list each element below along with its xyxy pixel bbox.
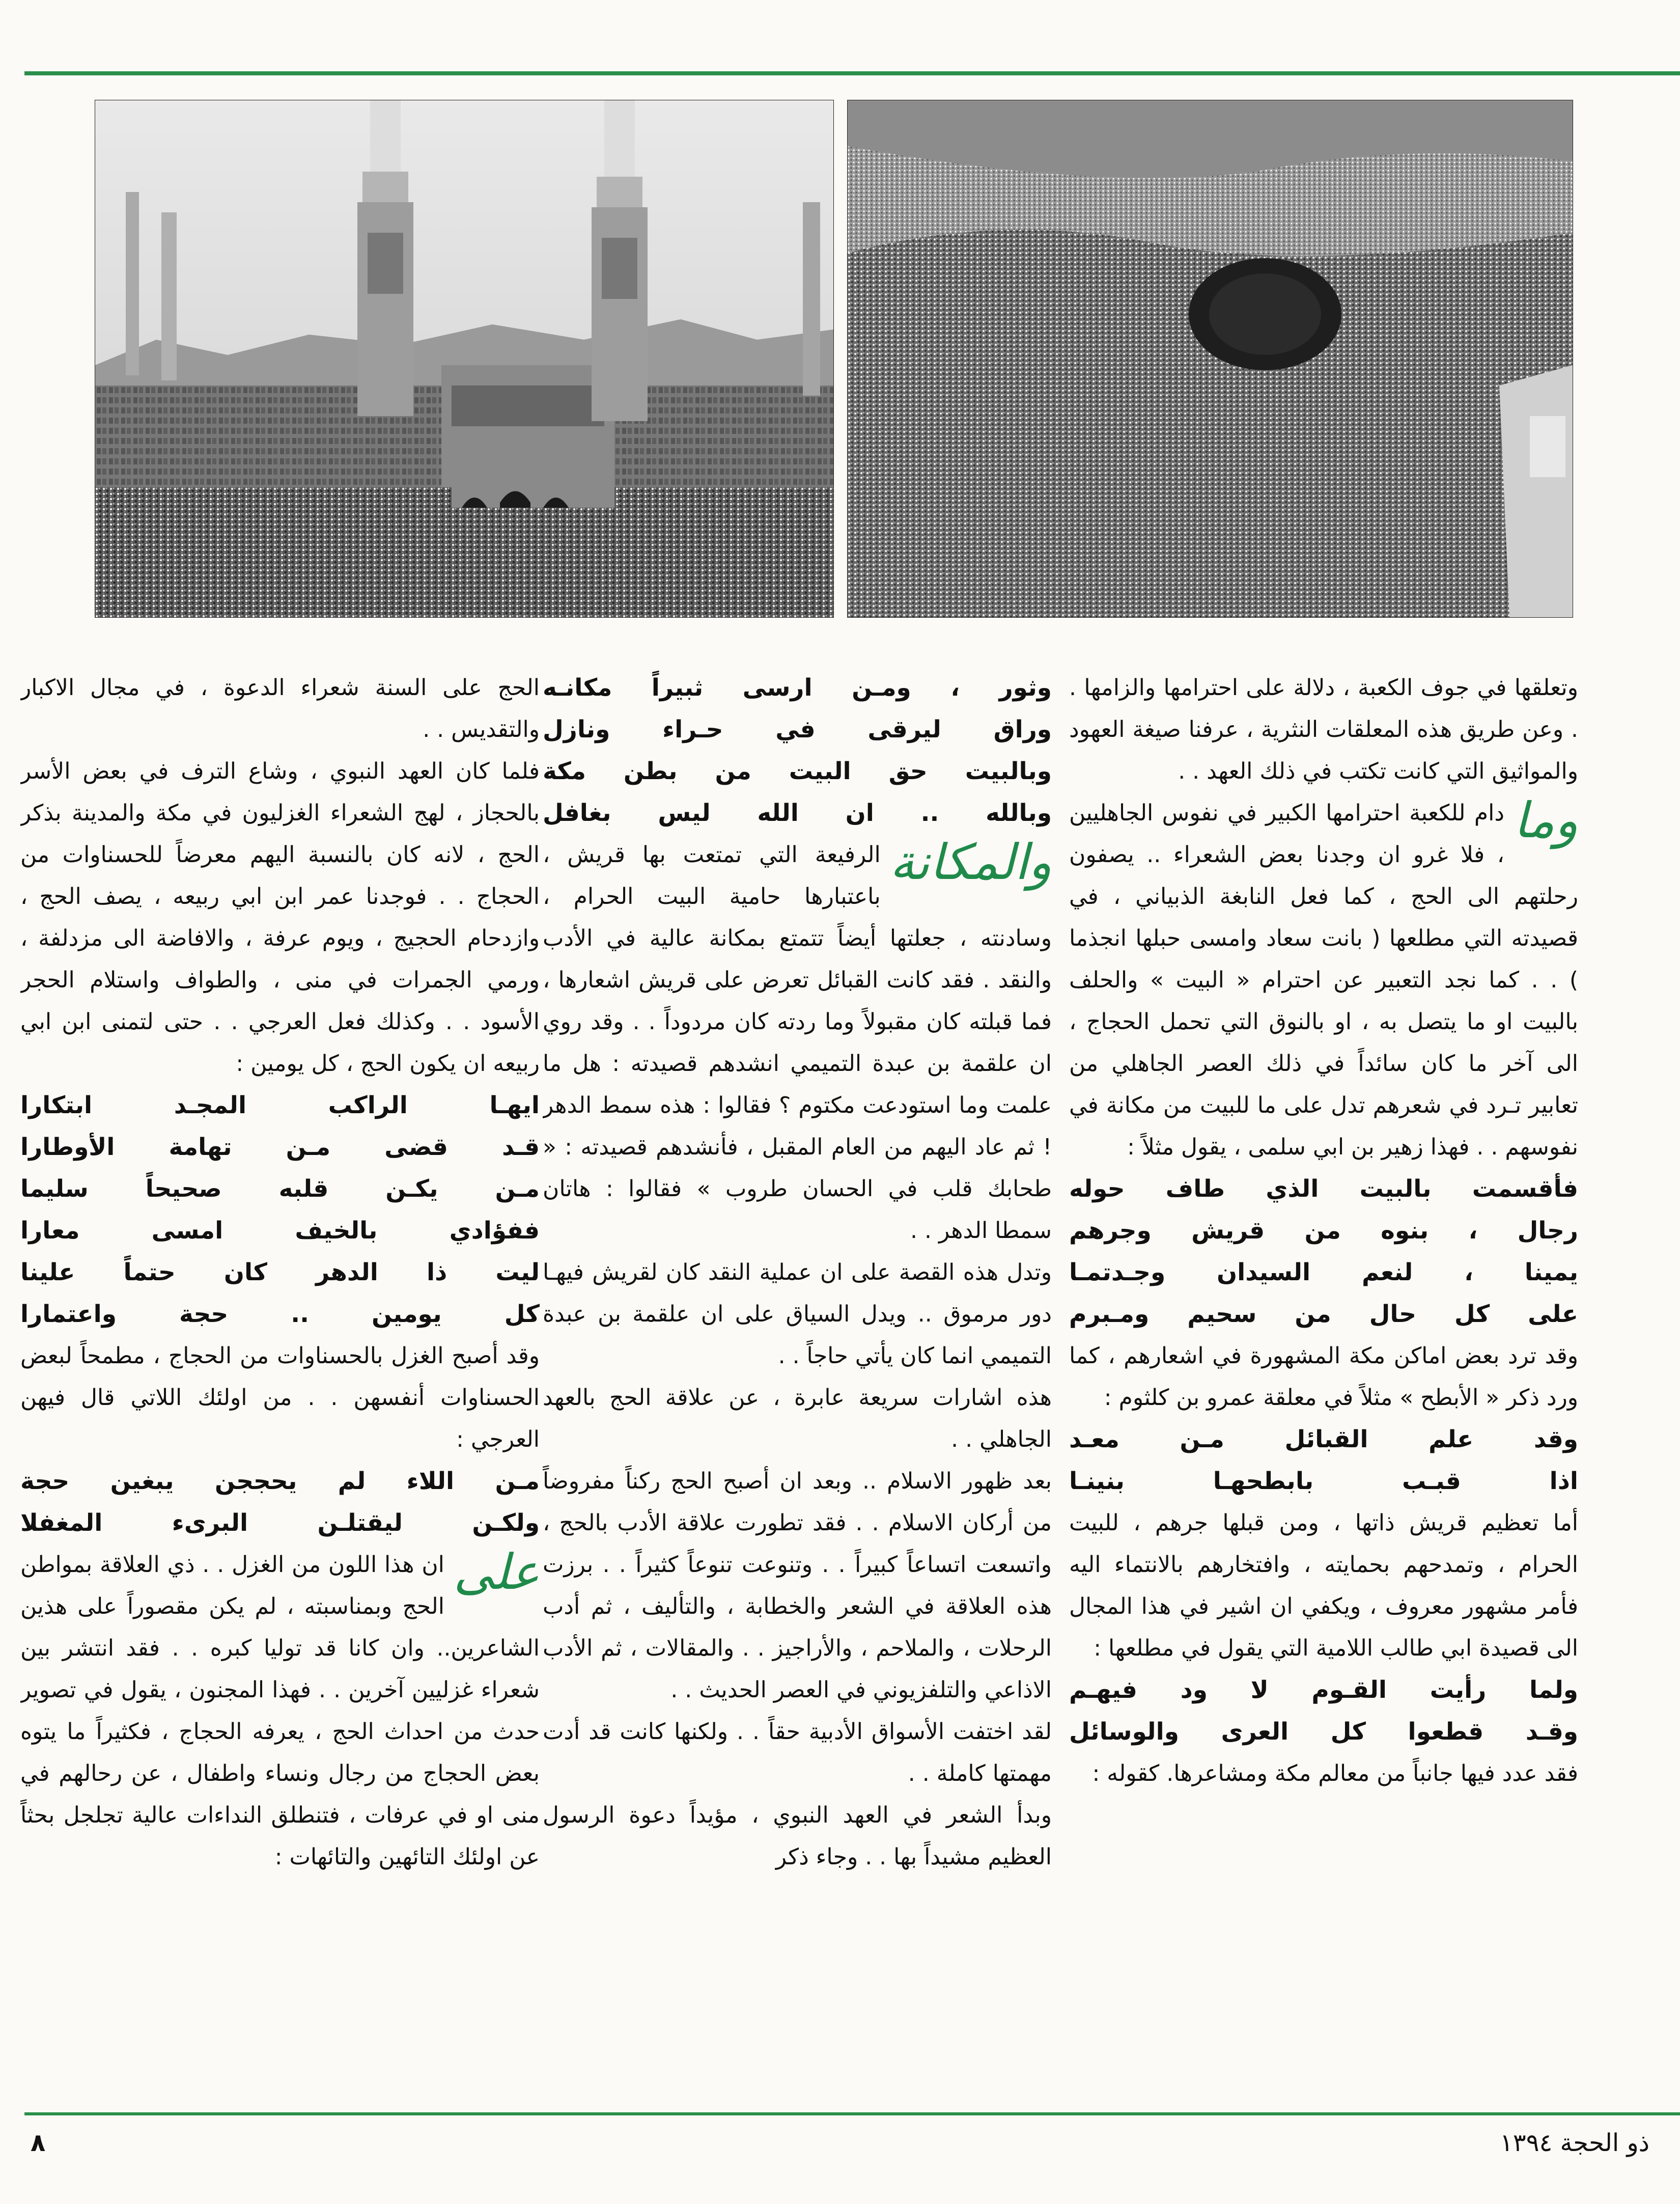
- verse-text: مـن يكـن قلبه صحيحاً سليما: [20, 1175, 540, 1203]
- poem-verse: [1069, 1669, 1578, 1711]
- paragraph: [543, 834, 1052, 1252]
- header-smudge: [743, 2, 896, 22]
- mosque-minarets-crowd-photo: [95, 100, 834, 618]
- page-number: ٨: [31, 2129, 46, 2157]
- poem-verse: [1069, 1210, 1578, 1252]
- paragraph-text: هذه اشارات سريعة عابرة ، عن علاقة الحج بالعهد الجاهلي . .: [543, 1385, 1052, 1452]
- verse-text: يمينا ، لنعم السيدان وجـدتمـا: [1069, 1258, 1578, 1286]
- paragraph-text: وتعلقها في جوف الكعبة ، دلالة على احترامها والزامها . . وعن طريق هذه المعلقات النثرية ، عرفنا صيغة العهود والمواثيق التي كانت تكتب في ذلك العهد . .: [1069, 675, 1578, 784]
- verse-text: وقـد قطعوا كل العرى والوسائل: [1069, 1718, 1578, 1746]
- poem-verse: [20, 1085, 540, 1126]
- paragraph: [20, 751, 540, 1085]
- paragraph-text: فقد عدد فيها جانباً من معالم مكة ومشاعرها. كقوله :: [1092, 1760, 1578, 1786]
- article-column-middle: [543, 667, 1052, 2103]
- paragraph: [543, 1711, 1052, 1795]
- poem-verse: [1069, 1419, 1578, 1461]
- decorative-initial: على: [453, 1544, 540, 1601]
- paragraph: [1069, 1502, 1578, 1669]
- paragraph: [543, 1377, 1052, 1461]
- paragraph-text: وتدل هذه القصة على ان عملية النقد كان لقريش فيهـا دور مرموق .. ويدل السياق على ان علقمة بن عبدة التميمي انما كان يأتي حاجاً . .: [543, 1259, 1052, 1369]
- verse-text: فأقسمت بالبيت الذي طاف حوله: [1069, 1175, 1578, 1203]
- paragraph-text: لقد اختفت الأسواق الأدبية حقاً . . ولكنها كانت قد أدت مهمتها كاملة . .: [543, 1719, 1052, 1786]
- pilgrims-crowd-mountain-photo: [847, 100, 1573, 618]
- poem-verse: [543, 709, 1052, 751]
- poem-verse: [20, 1502, 540, 1544]
- poem-verse: [1069, 1711, 1578, 1753]
- poem-verse: [20, 1126, 540, 1168]
- poem-verse: [543, 667, 1052, 709]
- poem-verse: [543, 751, 1052, 792]
- verse-text: وبالله .. ان الله ليس بغافل: [543, 799, 1052, 827]
- paragraph-text: دام للكعبة احترامها الكبير في نفوس الجاهليين ، فلا غرو ان وجدنا بعض الشعراء .. يصفون رحلتهم الى الحج ، كما فعل النابغة الذبياني ، في قصيدته التي مطلعها ( بانت سعاد وامسى حبلها انجذما ) . . كما نجد التعبير عن احترام « البيت » والحلف بالبيت او ما يتصل به ، او بالنوق التي تحمل الحجاج ، الى آخر ما كان سائداً في ذلك العصر الجاهلي من تعابير تـرد في شعرهم تدل على ما للبيت من مكانة في نفوسهم . . فهذا زهير بن ابي سلمى ، يقول مثلاً :: [1069, 800, 1578, 1160]
- poem-verse: [20, 1168, 540, 1210]
- poem-verse: [1069, 1461, 1578, 1502]
- paragraph-text: الرفيعة التي تمتعت بها قريش ، باعتبارها حامية البيت الحرام ، وسادنته ، جعلتها أيضاً تتمتع بمكانة عالية في الأدب والنقد . فقد كانت القبائل تعرض على قريش اشعارها ، فما قبلته كان مقبولاً وما ردته كان مردوداً . . وقد روي ان علقمة بن عبدة التميمي انشدهم قصيدته : هل ما علمت وما استودعت مكتوم ؟ فقالوا : هذه سمط الدهر ! ثم عاد اليهم من العام المقبل ، فأنشدهم قصيدته : « طحابك قلب في الحسان طروب » فقالوا : هاتان سمطا الدهر . .: [543, 842, 1052, 1244]
- paragraph: [543, 1461, 1052, 1711]
- poem-verse: [20, 1461, 540, 1502]
- verse-text: قـد قضى مـن تهامة الأوطارا: [20, 1133, 540, 1161]
- poem-verse: [20, 1293, 540, 1335]
- verse-text: كل يومين .. حجة واعتمارا: [20, 1300, 540, 1328]
- poem-verse: [1069, 1293, 1578, 1335]
- paragraph: [20, 667, 540, 751]
- paragraph-text: الحج على السنة شعراء الدعوة ، في مجال الاكبار والتقديس . .: [20, 675, 540, 742]
- verse-text: اذا قبـب بابطحهـا بنينـا: [1069, 1467, 1578, 1495]
- paragraph-text: ان هذا اللون من الغزل . . ذي العلاقة بمواطن الحج وبمناسبته ، لم يكن مقصوراً على هذين الشاعرين.. وان كانا قد توليا كبره . . فقد انتشر بين شعراء غزليين آخرين . . فهذا المجنون ، يقول في تصوير حدث من احداث الحج ، يعرفه الحجاج ، فكثيراً ما يتوه بعض الحجاج من رجال ونساء واطفال ، عن رحالهم في منى او في عرفات ، فتنطلق النداءات عالية تجلجل بحثاً عن اولئك التائهين والتائهات :: [20, 1552, 540, 1870]
- issue-date: ذو الحجة ١٣٩٤: [1500, 2129, 1649, 2157]
- poem-verse: [20, 1252, 540, 1293]
- paragraph: [1069, 667, 1578, 792]
- article-column-left: [20, 667, 540, 2103]
- poem-verse: [20, 1210, 540, 1252]
- paragraph-text: وبدأ الشعر في العهد النبوي ، مؤيداً دعوة الرسول العظيم مشيداً بها . . وجاء ذكر: [543, 1802, 1052, 1870]
- poem-verse: [1069, 1252, 1578, 1293]
- paragraph-text: أما تعظيم قريش ذاتها ، ومن قبلها جرهم ، للبيت الحرام ، وتمدحهم بحمايته ، وافتخارهم بالانتماء اليه فأمر مشهور معروف ، ويكفي ان اشير في هذا المجال الى قصيدة ابي طالب اللامية التي يقول في مطلعها :: [1069, 1510, 1578, 1661]
- verse-text: ولما رأيت القـوم لا ود فيهـم: [1069, 1676, 1578, 1704]
- verse-text: مـن اللاء لم يحججن يبغين حجة: [20, 1467, 540, 1495]
- poem-verse: [543, 792, 1052, 834]
- paragraph: [1069, 792, 1578, 1168]
- paragraph: [20, 1335, 540, 1461]
- paragraph: [543, 1252, 1052, 1377]
- paragraph-text: وقد أصبح الغزل بالحسناوات من الحجاج ، مطمحاً لبعض الحسناوات أنفسهن . . من اولئك اللاتي قال فيهن العرجي :: [20, 1343, 540, 1452]
- verse-text: على كل حال من سحيم ومـبرم: [1069, 1300, 1578, 1328]
- paragraph-text: وقد ترد بعض اماكن مكة المشهورة في اشعارهم ، كما ورد ذكر « الأبطح » مثلاً في معلقة عمرو بن كلثوم :: [1069, 1343, 1578, 1411]
- paragraph: [20, 1544, 540, 1878]
- decorative-initial: والمكانة: [889, 834, 1052, 891]
- verse-text: وراق ليرقى في حـراء ونازل: [543, 715, 1052, 743]
- verse-text: وبالبيت حق البيت من بطن مكة: [543, 757, 1052, 785]
- verse-text: وثور ، ومـن ارسى ثبيراً مكانـه: [543, 674, 1052, 702]
- verse-text: ايهـا الراكب المجـد ابتكارا: [20, 1091, 540, 1119]
- verse-text: ليت ذا الدهر كان حتماً علينا: [20, 1258, 540, 1286]
- poem-verse: [1069, 1168, 1578, 1210]
- paragraph-text: فلما كان العهد النبوي ، وشاع الترف في بعض الأسر بالحجاز ، لهج الشعراء الغزليون في مكة والمدينة بذكر الحج ، لانه كان بالنسبة اليهم معرضاً للحسناوات من الحجاج . . فوجدنا عمر ابن ابي ربيعه ، يصف الحج ، وازدحام الحجيج ، ويوم عرفة ، والافاضة الى مزدلفة ، ورمي الجمرات في منى ، والطواف واستلام الحجر الأسود . . وكذلك فعل العرجي . . حتى لتمنى ابن ابي ربيعه ان يكون الحج ، كل يومين :: [20, 758, 540, 1077]
- top-green-rule: [24, 71, 1680, 75]
- paragraph-text: بعد ظهور الاسلام .. وبعد ان أصبح الحج ركناً مفروضاً من أركان الاسلام . . فقد تطورت علاقة الأدب بالحج ، واتسعت اتساعاً كبيراً . . وتنوعت تنوعاً كثيراً . . برزت هذه العلاقة في الشعر والخطابة ، والتأليف ، ثم أدب الرحلات ، والملاحم ، والأراجيز . . والمقالات ، ثم الأدب الاذاعي والتلفزيوني في العصر الحديث . .: [543, 1468, 1052, 1703]
- paragraph: [1069, 1335, 1578, 1419]
- paragraph: [1069, 1753, 1578, 1795]
- decorative-initial: وما: [1513, 792, 1578, 849]
- verse-text: وقد علم القبائل مـن معـد: [1069, 1425, 1578, 1453]
- verse-text: ولكـن ليقتلـن البرىء المغفلا: [20, 1509, 540, 1537]
- verse-text: رجال ، بنوه من قريش وجرهم: [1069, 1217, 1578, 1245]
- verse-text: ففؤادي بالخيف امسى معارا: [20, 1217, 540, 1245]
- article-column-right: [1069, 667, 1578, 2103]
- bottom-green-rule: [24, 2112, 1680, 2115]
- paragraph: [543, 1795, 1052, 1878]
